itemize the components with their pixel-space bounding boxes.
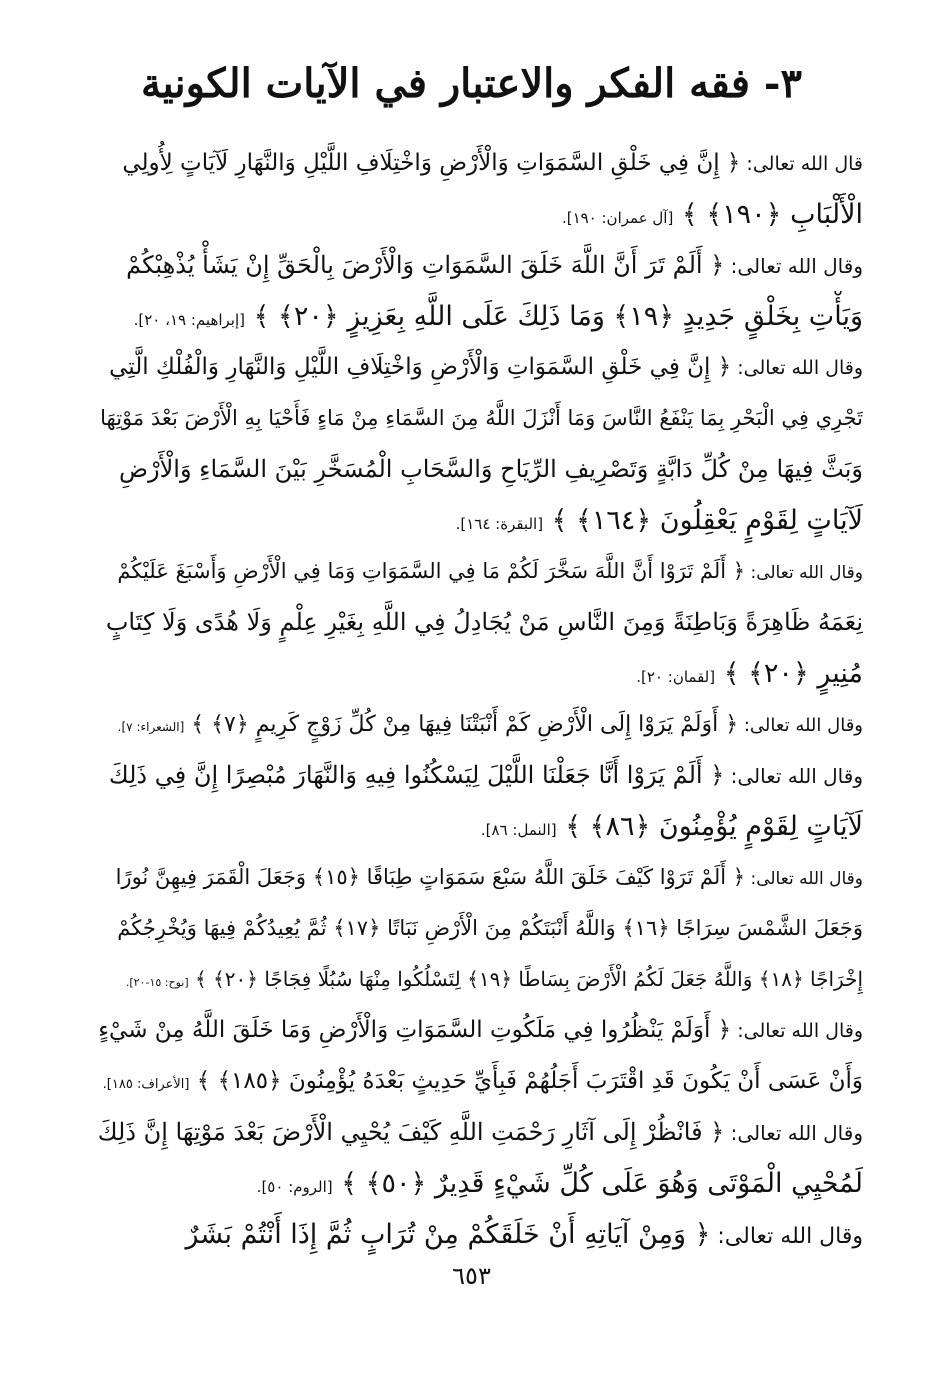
- quran-verse: ﴿ أَلَمْ تَرَوْا أَنَّ اللَّهَ سَخَّرَ لَكُمْ مَا فِي السَّمَوَاتِ وَمَا فِي الْأَرْضِ وَأَسْبَغَ عَلَيْكُمْ: [117, 559, 746, 583]
- verse-reference: [الروم: ٥٠].: [256, 1178, 333, 1196]
- verse-block: [96, 1107, 863, 1209]
- quran-verse: ﴿ أَلَمْ تَرَ أَنَّ اللَّهَ خَلَقَ السَّمَوَاتِ وَالْأَرْضَ بِالْحَقِّ إِنْ يَشَأْ يُذْهِبْكُمْ: [126, 251, 725, 279]
- text-line: [96, 240, 863, 291]
- quran-verse: وَبَثَّ فِيهَا مِنْ كُلِّ دَابَّةٍ وَتَصْرِيفِ الرِّيَاحِ وَالسَّحَابِ الْمُسَخَّرِ بَيْنَ السَّمَاءِ وَالْأَرْضِ: [118, 455, 863, 483]
- quran-verse: ﴿ وَمِنْ آيَاتِهِ أَنْ خَلَقَكُمْ مِنْ تُرَابٍ ثُمَّ إِذَا أَنْتُمْ بَشَرٌ: [185, 1219, 711, 1250]
- verse-intro: وقال الله تعالى:: [745, 869, 863, 889]
- text-line: [96, 1056, 863, 1107]
- quran-verse: تَجْرِي فِي الْبَحْرِ بِمَا يَنْفَعُ النَّاسَ وَمَا أَنْزَلَ اللَّهُ مِنَ السَّمَاءِ مِنْ مَاءٍ فَأَحْيَا بِهِ الْأَرْضَ بَعْدَ مَوْتِهَا: [100, 406, 863, 430]
- text-line: [96, 1158, 863, 1209]
- text-line: [96, 801, 863, 852]
- verse-intro: وقال الله تعالى:: [731, 1020, 863, 1042]
- quran-verse: ﴿ أَلَمْ تَرَوْا كَيْفَ خَلَقَ اللَّهُ سَبْعَ سَمَوَاتٍ طِبَاقًا ﴿١٥﴾ وَجَعَلَ الْقَمَرَ فِيهِنَّ نُورًا: [115, 865, 746, 889]
- verse-reference: [الأعراف: ١٨٥].: [102, 1077, 190, 1092]
- quran-verse: لَمُحْيِي الْمَوْتَى وَهُوَ عَلَى كُلِّ شَيْءٍ قَدِيرٌ ﴿٥٠﴾ ﴾: [341, 1168, 863, 1199]
- text-line: [96, 648, 863, 699]
- text-line: [96, 1107, 863, 1158]
- quran-verse: ﴿ أَلَمْ يَرَوْا أَنَّا جَعَلْنَا اللَّيْلَ لِيَسْكُنُوا فِيهِ وَالنَّهَارَ مُبْصِرًا إِنَّ فِي ذَلِكَ: [108, 761, 725, 789]
- text-line: [96, 903, 863, 954]
- verse-block: [96, 750, 863, 852]
- text-line: [96, 342, 863, 393]
- text-line: [96, 138, 863, 189]
- text-line: [96, 393, 863, 444]
- verse-intro: وقال الله تعالى:: [710, 1224, 863, 1249]
- quran-verse: وَأَنْ عَسَى أَنْ يَكُونَ قَدِ اقْتَرَبَ أَجَلُهُمْ فَبِأَيِّ حَدِيثٍ بَعْدَهُ يُؤْمِنُونَ ﴿١٨٥﴾ ﴾: [196, 1068, 863, 1094]
- verses-body: [96, 138, 863, 1260]
- text-line: [96, 291, 863, 342]
- quran-verse: ﴿ فَانْظُرْ إِلَى آثَارِ رَحْمَتِ اللَّهِ كَيْفَ يُحْيِي الْأَرْضَ بَعْدَ مَوْتِهَا إِنَّ ذَلِكَ: [97, 1118, 725, 1146]
- verse-block: [96, 342, 863, 546]
- text-line: [96, 189, 863, 240]
- quran-verse: ﴿ إِنَّ فِي خَلْقِ السَّمَوَاتِ وَالْأَرْضِ وَاخْتِلَافِ اللَّيْلِ وَالنَّهَارِ وَالْفُلْكِ الَّتِي: [109, 354, 732, 380]
- verse-block: [96, 699, 863, 750]
- text-line: [96, 699, 863, 750]
- verse-reference: [نوح: ١٥-٢٠].: [125, 976, 189, 989]
- text-line: [96, 852, 863, 903]
- verse-intro: وقال الله تعالى:: [731, 357, 863, 379]
- verse-block: [96, 546, 863, 699]
- text-line: [96, 1005, 863, 1056]
- quran-verse: ﴿ أَوَلَمْ يَنْظُرُوا فِي مَلَكُوتِ السَّمَوَاتِ وَالْأَرْضِ وَمَا خَلَقَ اللَّهُ مِنْ شَيْءٍ: [98, 1017, 732, 1043]
- verse-intro: وقال الله تعالى:: [738, 715, 863, 736]
- verse-reference: [آل عمران: ١٩٠].: [561, 209, 674, 227]
- text-line: [96, 495, 863, 546]
- quran-verse: ﴿ إِنَّ فِي خَلْقِ السَّمَوَاتِ وَالْأَرْضِ وَاخْتِلَافِ اللَّيْلِ وَالنَّهَارِ لَآيَاتٍ لِأُولِي: [122, 150, 741, 176]
- verse-block: [96, 1005, 863, 1107]
- quran-verse: وَجَعَلَ الشَّمْسَ سِرَاجًا ﴿١٦﴾ وَاللَّهُ أَنْبَتَكُمْ مِنَ الْأَرْضِ نَبَاتًا ﴿١٧﴾ ثُمَّ يُعِيدُكُمْ فِيهَا وَيُخْرِجُكُمْ: [117, 916, 863, 940]
- quran-verse: لَآيَاتٍ لِقَوْمٍ يَعْقِلُونَ ﴿١٦٤﴾ ﴾: [551, 505, 863, 536]
- verse-intro: وقال الله تعالى:: [724, 1121, 863, 1145]
- verse-intro: وقال الله تعالى:: [724, 764, 863, 788]
- verse-reference: [الشعراء: ٧].: [117, 720, 185, 734]
- verse-block: [96, 138, 863, 240]
- text-line: [96, 954, 863, 1005]
- quran-verse: وَيَأْتِ بِخَلْقٍ جَدِيدٍ ﴿١٩﴾ وَمَا ذَلِكَ عَلَى اللَّهِ بِعَزِيزٍ ﴿٢٠﴾ ﴾: [253, 301, 863, 332]
- text-line: [96, 1209, 863, 1260]
- page-number: ٦٥٣: [452, 1262, 491, 1290]
- quran-verse: ﴿ أَوَلَمْ يَرَوْا إِلَى الْأَرْضِ كَمْ أَنْبَتْنَا فِيهَا مِنْ كُلِّ زَوْجٍ كَرِيمٍ ﴿٧﴾ ﴾: [191, 712, 739, 737]
- verse-block: [96, 852, 863, 1005]
- verse-reference: [لقمان: ٢٠].: [636, 668, 716, 686]
- verse-intro: وقال الله تعالى:: [724, 254, 863, 278]
- section-title: ٣- فقه الفكر والاعتبار في الآيات الكونية: [141, 60, 802, 107]
- quran-verse: الْأَلْبَابِ ﴿١٩٠﴾ ﴾: [681, 199, 863, 230]
- verse-reference: [إبراهيم: ١٩، ٢٠].: [133, 311, 245, 329]
- quran-verse: إِخْرَاجًا ﴿١٨﴾ وَاللَّهُ جَعَلَ لَكُمُ الْأَرْضَ بِسَاطًا ﴿١٩﴾ لِتَسْلُكُوا مِنْهَا سُبُلًا فِجَاجًا ﴿٢٠﴾ ﴾: [194, 967, 863, 991]
- quran-verse: لَآيَاتٍ لِقَوْمٍ يُؤْمِنُونَ ﴿٨٦﴾ ﴾: [565, 811, 863, 842]
- verse-intro: وقال الله تعالى:: [745, 563, 863, 583]
- verse-reference: [النمل: ٨٦].: [480, 821, 557, 839]
- text-line: [96, 750, 863, 801]
- verse-block: [96, 240, 863, 342]
- verse-block: [96, 1209, 863, 1260]
- verse-intro: قال الله تعالى:: [740, 153, 863, 175]
- verse-reference: [البقرة: ١٦٤].: [455, 515, 544, 533]
- text-line: [96, 597, 863, 648]
- text-line: [96, 546, 863, 597]
- quran-verse: نِعَمَهُ ظَاهِرَةً وَبَاطِنَةً وَمِنَ النَّاسِ مَنْ يُجَادِلُ فِي اللَّهِ بِغَيْرِ عِلْمٍ وَلَا هُدًى وَلَا كِتَابٍ: [105, 608, 863, 636]
- quran-verse: مُنِيرٍ ﴿٢٠﴾ ﴾: [723, 658, 863, 689]
- text-line: [96, 444, 863, 495]
